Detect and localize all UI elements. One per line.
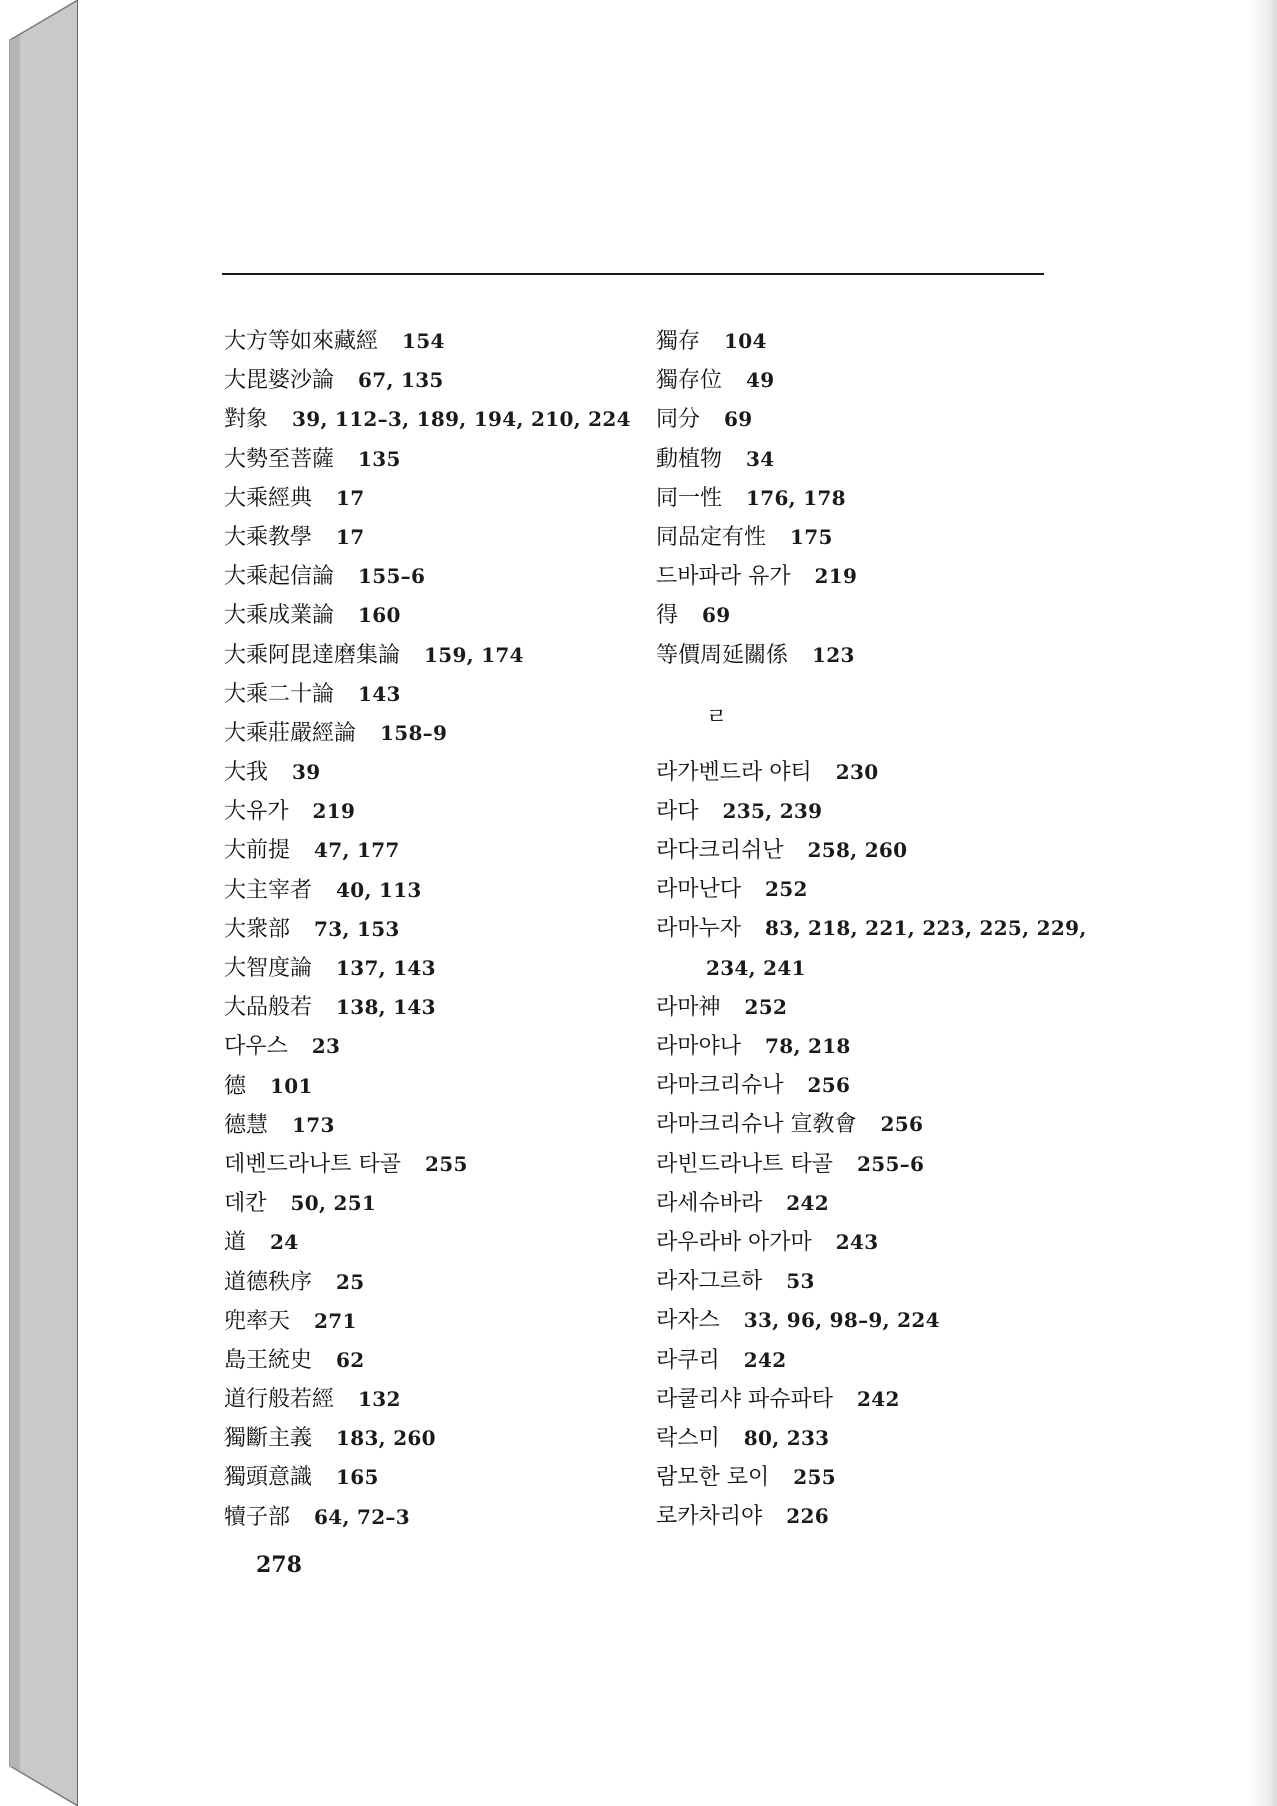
header-rule	[222, 273, 1044, 275]
index-page-refs: 47, 177	[314, 838, 400, 863]
book-spine	[0, 0, 80, 1806]
index-entry	[224, 479, 644, 518]
index-page-refs: 138, 143	[336, 995, 436, 1020]
index-page-refs: 256	[807, 1073, 851, 1098]
index-entry	[224, 1184, 644, 1223]
index-term: 大毘婆沙論	[224, 368, 335, 394]
index-entry	[224, 596, 644, 635]
index-page-refs: 101	[270, 1073, 313, 1098]
index-entry	[224, 792, 644, 831]
index-term: 道行般若經	[224, 1387, 335, 1413]
index-term: 라마크리슈나 宣敎會	[656, 1112, 857, 1138]
index-term: 大乘教學	[224, 524, 313, 550]
section-heading: ㄹ	[706, 704, 728, 730]
index-entry	[656, 596, 1056, 635]
index-page-refs: 219	[814, 564, 858, 589]
index-term: 라다크리쉬난	[656, 838, 784, 864]
index-page-refs: 255	[425, 1151, 468, 1176]
index-entry	[656, 909, 1087, 948]
index-entry	[656, 400, 1056, 439]
index-entry	[656, 440, 1056, 479]
index-term: 大勢至菩薩	[224, 446, 335, 472]
index-term: 獨頭意識	[224, 1465, 313, 1491]
index-page-refs: 17	[336, 485, 365, 510]
index-page-refs: 132	[358, 1387, 401, 1412]
index-term: 大前提	[224, 838, 291, 864]
index-term: 大乘阿毘達磨集論	[224, 642, 401, 668]
index-entry	[656, 1380, 1056, 1419]
index-page-refs: 137, 143	[336, 956, 436, 980]
index-page-refs: 255–6	[857, 1151, 925, 1176]
index-page-refs: 219	[312, 799, 356, 824]
index-entry	[656, 1223, 1056, 1262]
index-term: 大乘二十論	[224, 681, 335, 707]
index-entry	[224, 831, 644, 870]
index-entry	[224, 871, 644, 910]
index-term: 라마누자	[656, 916, 742, 942]
index-page-refs: 53	[786, 1269, 815, 1294]
index-page-refs: 230	[835, 759, 879, 784]
index-term: 對象	[224, 407, 269, 433]
index-entry	[224, 753, 644, 792]
index-page-refs: 17	[336, 524, 365, 549]
index-term: 람모한 로이	[656, 1465, 770, 1491]
index-entry	[224, 1145, 644, 1184]
index-term: 라쿠리	[656, 1347, 720, 1373]
index-page-refs: 258, 260	[807, 838, 908, 863]
index-term: 獨存位	[656, 368, 723, 394]
index-entry	[656, 1419, 1056, 1458]
index-entry	[656, 1027, 1056, 1066]
index-term: 라세슈바라	[656, 1190, 763, 1216]
index-page-refs: 50, 251	[290, 1191, 377, 1216]
index-page-refs: 234, 241	[706, 955, 806, 980]
index-page-refs: 252	[765, 877, 808, 902]
index-page-refs: 252	[744, 994, 788, 1019]
index-page-refs: 23	[311, 1034, 341, 1059]
index-entry	[224, 1302, 644, 1341]
index-entry	[224, 1380, 644, 1419]
index-term: 데벤드라나트 타골	[224, 1151, 402, 1177]
index-entry	[656, 1341, 1056, 1380]
index-entry	[224, 1419, 644, 1458]
index-page-refs: 159, 174	[424, 642, 524, 667]
index-page-refs: 235, 239	[722, 798, 823, 823]
index-entry	[224, 1498, 644, 1537]
index-term: 德	[224, 1073, 247, 1099]
index-term: 大乘起信論	[224, 564, 335, 590]
index-term: 라우라바 아가마	[656, 1229, 812, 1255]
index-term: 同分	[656, 407, 701, 433]
index-term: 道德秩序	[224, 1269, 313, 1295]
index-entry	[224, 557, 644, 596]
index-entry	[224, 1106, 644, 1145]
index-term: 大유가	[224, 799, 289, 825]
index-term: 大我	[224, 760, 269, 786]
index-term: 라자스	[656, 1308, 720, 1334]
index-entry	[224, 322, 644, 361]
index-term: 드바파라 유가	[656, 564, 791, 590]
index-term: 大乘經典	[224, 485, 313, 511]
index-term: 動植物	[656, 446, 723, 472]
index-term: 라마神	[656, 994, 721, 1020]
index-term: 데칸	[224, 1191, 267, 1217]
index-entry	[656, 518, 1056, 557]
index-page-refs: 49	[746, 368, 775, 393]
index-entry	[224, 1458, 644, 1497]
index-entry	[224, 910, 644, 949]
index-term: 大品般若	[224, 995, 313, 1021]
index-page-refs: 40, 113	[336, 877, 422, 902]
index-page-refs: 242	[743, 1347, 787, 1372]
index-page-refs: 33, 96, 98–9, 224	[743, 1308, 940, 1333]
index-term: 獨斷主義	[224, 1426, 313, 1452]
index-page-refs: 78, 218	[765, 1034, 851, 1058]
index-page-refs: 226	[786, 1504, 829, 1529]
index-term: 獨存	[656, 329, 701, 354]
index-term: 라다	[656, 798, 699, 824]
index-entry	[656, 322, 1056, 361]
index-column-right	[656, 322, 1087, 1536]
index-page-refs: 173	[292, 1112, 335, 1137]
index-term: 락스미	[656, 1425, 720, 1451]
index-entry	[656, 636, 1056, 675]
index-term: 로카차리야	[656, 1504, 763, 1530]
index-term: 大智度論	[224, 956, 313, 981]
index-entry	[224, 518, 644, 557]
index-page-refs: 34	[746, 446, 775, 471]
index-entry	[224, 949, 644, 988]
index-term: 大衆部	[224, 916, 291, 942]
index-term: 라자그르하	[656, 1269, 763, 1295]
index-term: 兜率天	[224, 1308, 291, 1334]
index-page-refs: 69	[702, 603, 731, 628]
index-term: 同品定有性	[656, 524, 767, 550]
index-page-refs: 73, 153	[314, 916, 400, 941]
index-entry	[656, 1145, 1056, 1184]
index-entry	[656, 753, 1056, 792]
index-page-refs: 242	[786, 1190, 829, 1215]
index-term: 라마야나	[656, 1034, 742, 1059]
index-term: 大乘成業論	[224, 603, 335, 629]
index-entry-continuation	[656, 949, 1056, 988]
index-term: 라마난다	[656, 877, 742, 903]
index-term: 道	[224, 1230, 247, 1256]
index-entry	[656, 1066, 1056, 1105]
index-page-refs: 271	[314, 1308, 357, 1333]
index-entry	[656, 1184, 1056, 1223]
index-page-refs: 62	[336, 1347, 365, 1372]
index-term: 라마크리슈나	[656, 1073, 784, 1099]
index-term: 德慧	[224, 1112, 269, 1138]
index-entry	[224, 1027, 644, 1066]
index-entry	[656, 1301, 1056, 1340]
index-page-refs: 83, 218, 221, 223, 225, 229,	[765, 916, 1087, 941]
index-entry	[224, 988, 644, 1027]
index-entry	[656, 479, 1056, 518]
index-entry	[224, 1263, 644, 1302]
index-page-refs: 242	[857, 1386, 900, 1411]
index-page-refs: 69	[724, 407, 753, 432]
index-term: 同一性	[656, 485, 723, 511]
index-page-refs: 67, 135	[358, 368, 444, 393]
index-entry	[656, 792, 1056, 831]
index-page-refs: 135	[358, 446, 401, 471]
index-page-refs: 255	[793, 1465, 836, 1490]
index-term: 等價周延關係	[656, 642, 789, 668]
index-entry	[224, 714, 644, 753]
index-term: 라빈드라나트 타골	[656, 1151, 834, 1177]
index-term: 다우스	[224, 1034, 288, 1060]
index-term: 犢子部	[224, 1504, 291, 1530]
index-entry	[656, 1458, 1056, 1497]
index-page-refs: 165	[336, 1465, 379, 1490]
index-page-refs: 123	[812, 642, 855, 667]
index-entry	[656, 1105, 1056, 1144]
index-page-refs: 39	[292, 760, 321, 785]
index-entry	[224, 636, 644, 675]
index-entry	[224, 1341, 644, 1380]
index-page-refs: 176, 178	[746, 485, 846, 510]
index-page-refs: 243	[835, 1229, 879, 1254]
index-entry	[656, 1497, 1056, 1536]
index-page-refs: 25	[336, 1269, 365, 1294]
index-page-refs: 160	[358, 603, 401, 628]
index-page-refs: 158–9	[380, 720, 448, 745]
index-page-refs: 256	[880, 1112, 924, 1137]
index-entry	[656, 361, 1056, 400]
index-term: 得	[656, 603, 679, 629]
index-term: 라가벤드라 야티	[656, 759, 812, 785]
index-page-refs: 183, 260	[336, 1426, 436, 1451]
index-page-refs: 154	[402, 329, 445, 353]
index-entry	[656, 557, 1056, 596]
index-page-refs: 24	[270, 1230, 299, 1255]
index-entry	[224, 1223, 644, 1262]
index-entry	[224, 400, 644, 439]
index-entry	[224, 1067, 644, 1106]
index-page-refs: 104	[724, 329, 767, 353]
index-entry	[656, 1262, 1056, 1301]
index-page-refs: 64, 72–3	[314, 1504, 410, 1529]
index-page-refs: 80, 233	[743, 1425, 830, 1450]
index-term: 大主宰者	[224, 877, 313, 903]
index-entry	[224, 361, 644, 400]
index-entry	[224, 675, 644, 714]
page-number: 278	[256, 1552, 302, 1578]
index-column-left	[224, 322, 644, 1537]
page-edge-shadow	[1249, 0, 1277, 1806]
index-term: 라쿨리샤 파슈파타	[656, 1386, 834, 1412]
index-entry	[224, 440, 644, 479]
index-term: 大方等如來藏經	[224, 329, 379, 354]
index-entry	[656, 831, 1056, 870]
index-entry	[656, 870, 1056, 909]
index-page-refs: 155–6	[358, 564, 426, 589]
index-term: 島王統史	[224, 1347, 313, 1373]
index-page-refs: 175	[790, 524, 833, 549]
index-page-refs: 39, 112–3, 189, 194, 210, 224	[292, 407, 631, 432]
index-term: 大乘莊嚴經論	[224, 720, 357, 746]
index-page-refs: 143	[358, 681, 401, 706]
index-entry	[656, 988, 1056, 1027]
